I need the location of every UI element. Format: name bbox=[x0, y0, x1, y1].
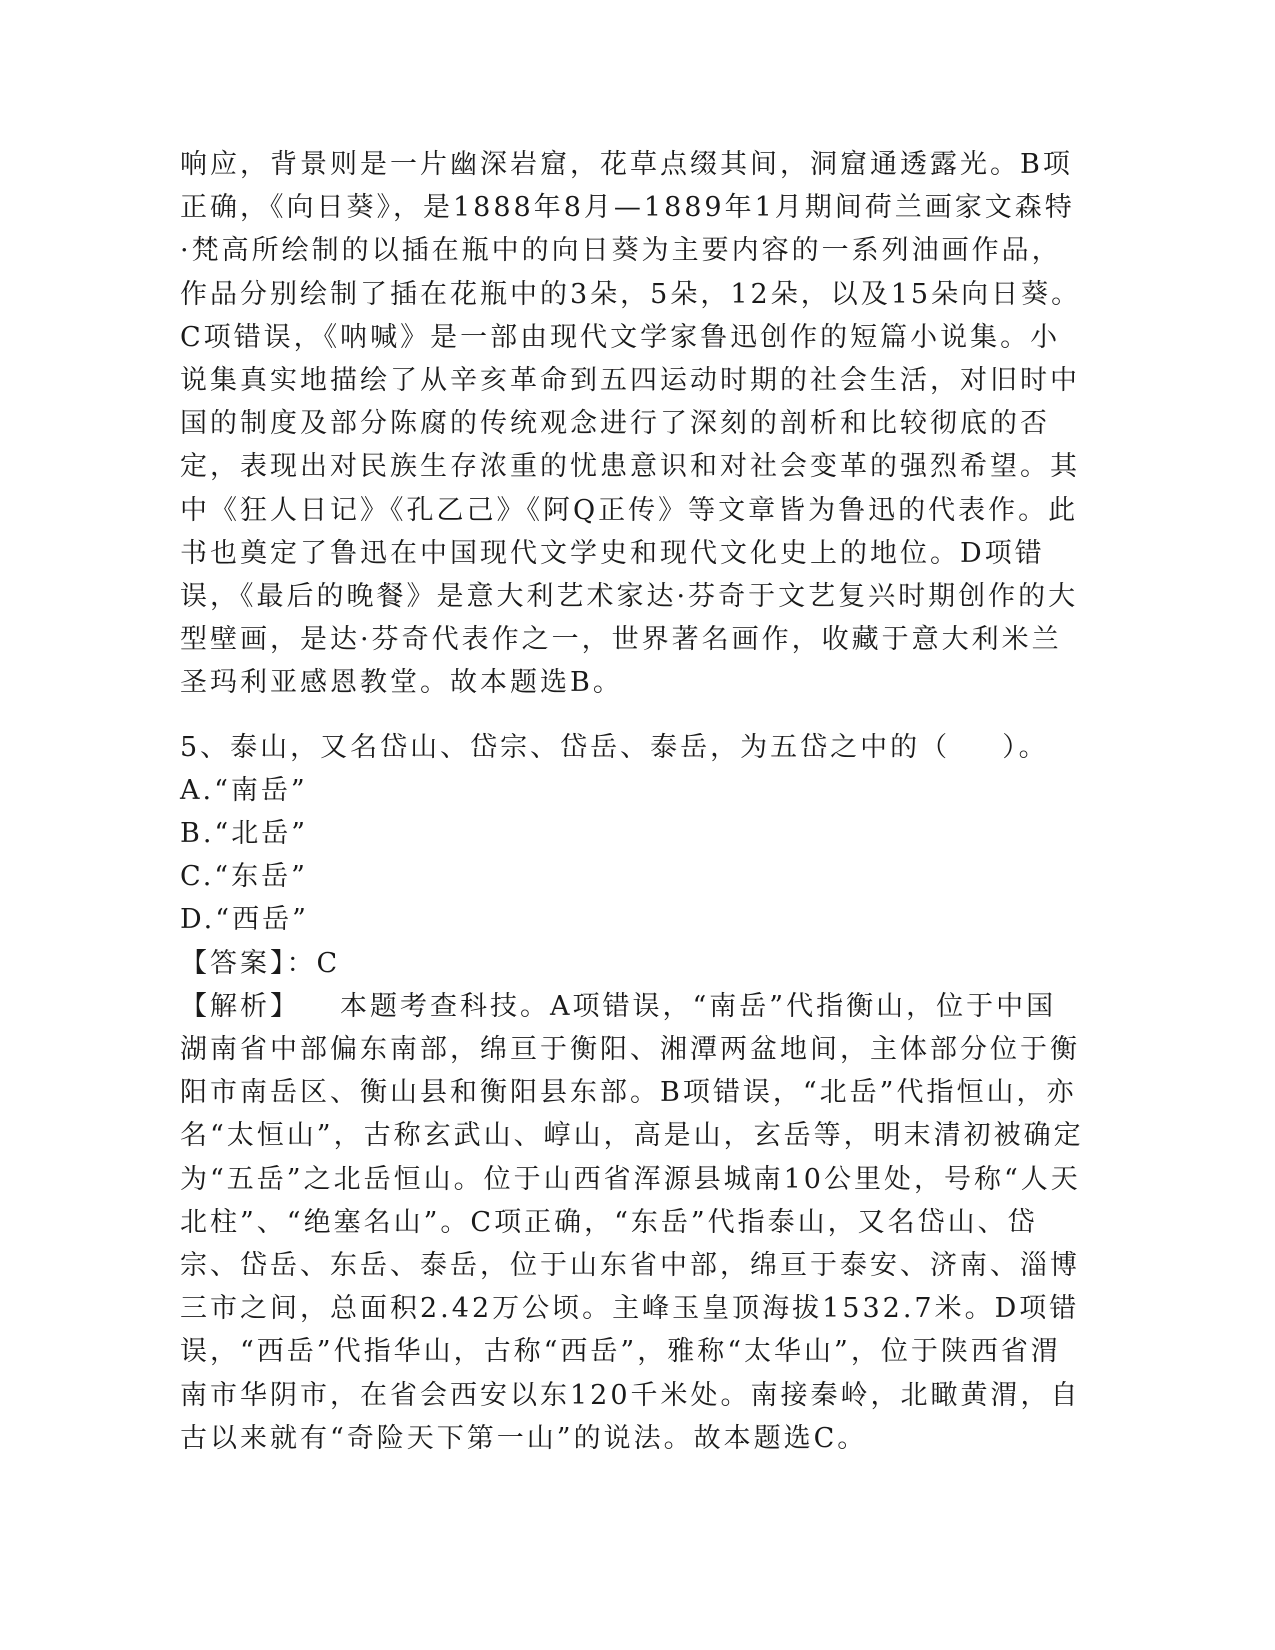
question-5 bbox=[180, 726, 1086, 1460]
document-page bbox=[180, 143, 1086, 1460]
question-stem-text: 5、泰山，又名岱山、岱宗、岱岳、泰岳，为五岱之中的（ bbox=[180, 731, 951, 763]
previous-explanation-paragraph: 响应，背景则是一片幽深岩窟，花草点缀其间，洞窟通透露光。B项正确，《向日葵》，是1888年8月—1889年1月期间荷兰画家文森特·梵高所绘制的以插在瓶中的向日葵为主要内容的一系列油画作品，作品分别绘制了插在花瓶中的3朵，5朵，12朵，以及15朵向日葵。C项错误，《呐喊》是一部由现代文学家鲁迅创作的短篇小说集。小说集真实地描绘了从辛亥革命到五四运动时期的社会生活，对旧时中国的制度及部分陈腐的传统观念进行了深刻的剖析和比较彻底的否定，表现出对民族生存浓重的忧患意识和对社会变革的强烈希望。其中《狂人日记》《孔乙己》《阿Q正传》等文章皆为鲁迅的代表作。此书也奠定了鲁迅在中国现代文学史和现代文化史上的地位。D项错误，《最后的晚餐》是意大利艺术家达·芬奇于文艺复兴时期创作的大型壁画，是达·芬奇代表作之一，世界著名画作，收藏于意大利米兰圣玛利亚感恩教堂。故本题选B。 bbox=[180, 149, 1082, 699]
answer-label: 【答案】 bbox=[180, 947, 287, 979]
question-stem-end: ）。 bbox=[1002, 731, 1049, 763]
answer-line bbox=[180, 942, 1086, 985]
answer-value: ：C bbox=[286, 947, 341, 979]
question-stem bbox=[180, 726, 1086, 769]
option-a: A.“南岳” bbox=[180, 774, 308, 806]
option-b: B.“北岳” bbox=[180, 818, 309, 850]
analysis-paragraph bbox=[180, 985, 1086, 1460]
option-c: C.“东岳” bbox=[180, 861, 308, 893]
analysis-label: 【解析】 bbox=[180, 990, 300, 1022]
analysis-text: 本题考查科技。A项错误，“南岳”代指衡山，位于中国湖南省中部偏东南部，绵亘于衡阳、湘潭两盆地间，主体部分位于衡阳市南岳区、衡山县和衡阳县东部。B项错误，“北岳”代指恒山，亦名“太恒山”，古称玄武山、崞山，高是山，玄岳等，明末清初被确定为“五岳”之北岳恒山。位于山西省浑源县城南10公里处，号称“人天北柱”、“绝塞名山”。C项正确，“东岳”代指泰山，又名岱山、岱宗、岱岳、东岳、泰岳，位于山东省中部，绵亘于泰安、济南、淄博三市之间，总面积2.42万公顷。主峰玉皇顶海拔1532.7米。D项错误，“西岳”代指华山，古称“西岳”，雅称“太华山”，位于陕西省渭南市华阴市，在省会西安以东120千米处。南接秦岭，北瞰黄渭，自古以来就有“奇险天下第一山”的说法。故本题选C。 bbox=[180, 990, 1084, 1454]
option-d: D.“西岳” bbox=[180, 904, 309, 936]
